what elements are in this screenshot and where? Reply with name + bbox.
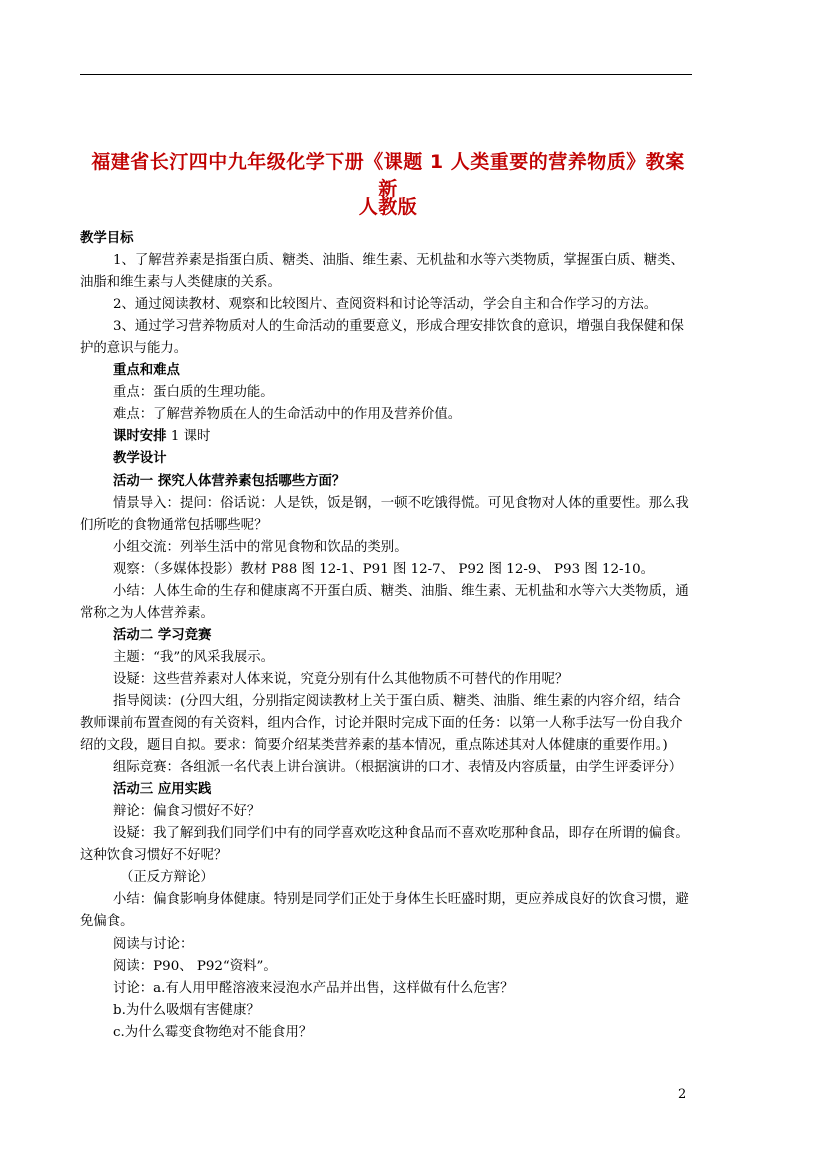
activity3-discuss-c: c.为什么霉变食物绝对不能食用？	[113, 1024, 313, 1040]
activity1-group: 小组交流：列举生活中的常见食物和饮品的类别。	[113, 539, 408, 555]
activity3-debate: 辩论：偏食习惯好不好？	[113, 804, 261, 820]
schedule-value: 1 课时	[166, 429, 211, 445]
key-heading: 重点和难点	[113, 363, 180, 379]
activity1-summary: 小结：人体生命的生存和健康离不开蛋白质、糖类、油脂、维生素、无机盐和水等六大类物质，通常称之为人体营养素。	[80, 583, 689, 621]
document-body	[80, 228, 694, 1044]
difficulty-point: 难点：了解营养物质在人的生命活动中的作用及营养价值。	[113, 407, 462, 423]
activity1-intro: 情景导入：提问：俗话说：人是铁，饭是钢，一顿不吃饿得慌。可见食物对人体的重要性。那么我们所吃的食物通常包括哪些呢？	[80, 495, 689, 533]
activity3-summary: 小结：偏食影响身体健康。特别是同学们正处于身体生长旺盛时期，更应养成良好的饮食习惯，避免偏食。	[80, 892, 689, 930]
activity3-sides: （正反方辩论）	[120, 870, 214, 886]
header-rule	[80, 74, 692, 75]
document-title-line1: 福建省长汀四中九年级化学下册《课题 1 人类重要的营养物质》教案 新	[91, 151, 685, 200]
activity1-observe: 观察：（多媒体投影）教材 P88 图 12-1、P91 图 12-7、 P92 图 12-9、 P93 图 12-10。	[113, 561, 654, 577]
activity2-heading: 活动二 学习竞赛	[113, 627, 212, 643]
activity2-contest: 组际竞赛：各组派一名代表上讲台演讲。（根据演讲的口才、表情及内容质量，由学生评委评分）	[113, 760, 683, 776]
goal-3: 3、通过学习营养物质对人的生命活动的重要意义，形成合理安排饮食的意识，增强自我保健和保护的意识与能力。	[80, 319, 684, 357]
activity2-theme: 主题：“我”的风采我展示。	[113, 649, 274, 665]
page-number: 2	[678, 1087, 687, 1102]
design-heading: 教学设计	[113, 451, 167, 467]
schedule-line	[80, 426, 694, 448]
goal-1: 1、了解营养素是指蛋白质、糖类、油脂、维生素、无机盐和水等六类物质，掌握蛋白质、糖类、油脂和维生素与人类健康的关系。	[80, 253, 684, 291]
activity3-question: 设疑：我了解到我们同学们中有的同学喜欢吃这种食品而不喜欢吃那种食品，即存在所谓的偏食。这种饮食习惯好不好呢？	[80, 826, 689, 864]
goals-heading: 教学目标	[80, 231, 134, 246]
activity2-question: 设疑：这些营养素对人体来说，究竟分别有什么其他物质不可替代的作用呢？	[113, 671, 569, 687]
schedule-heading: 课时安排	[113, 429, 167, 445]
activity2-guide: 指导阅读：(分四大组，分别指定阅读教材上关于蛋白质、糖类、油脂、维生素的内容介绍，结合教师课前布置查阅的有关资料，组内合作，讨论并限时完成下面的任务：以第一人称手法写一份自我介绍的文段，题目自拟。要求：简要介绍某类营养素的基本情况，重点陈述其对人体健康的重要作用。)	[80, 693, 683, 754]
activity3-heading: 活动三 应用实践	[113, 782, 212, 798]
activity3-read: 阅读：P90、 P92“资料”。	[113, 958, 277, 974]
activity3-discuss-a: 讨论：a.有人用甲醛溶液来浸泡水产品并出售，这样做有什么危害？	[113, 980, 514, 996]
activity3-read-discuss: 阅读与讨论：	[113, 936, 194, 952]
goal-2: 2、通过阅读教材、观察和比较图片、查阅资料和讨论等活动，学会自主和合作学习的方法。	[113, 297, 658, 313]
key-point: 重点：蛋白质的生理功能。	[113, 385, 274, 401]
document-title-line2: 人教版	[358, 196, 418, 218]
activity1-heading: 活动一 探究人体营养素包括哪些方面？	[113, 473, 346, 489]
activity3-discuss-b: b.为什么吸烟有害健康？	[113, 1002, 260, 1018]
